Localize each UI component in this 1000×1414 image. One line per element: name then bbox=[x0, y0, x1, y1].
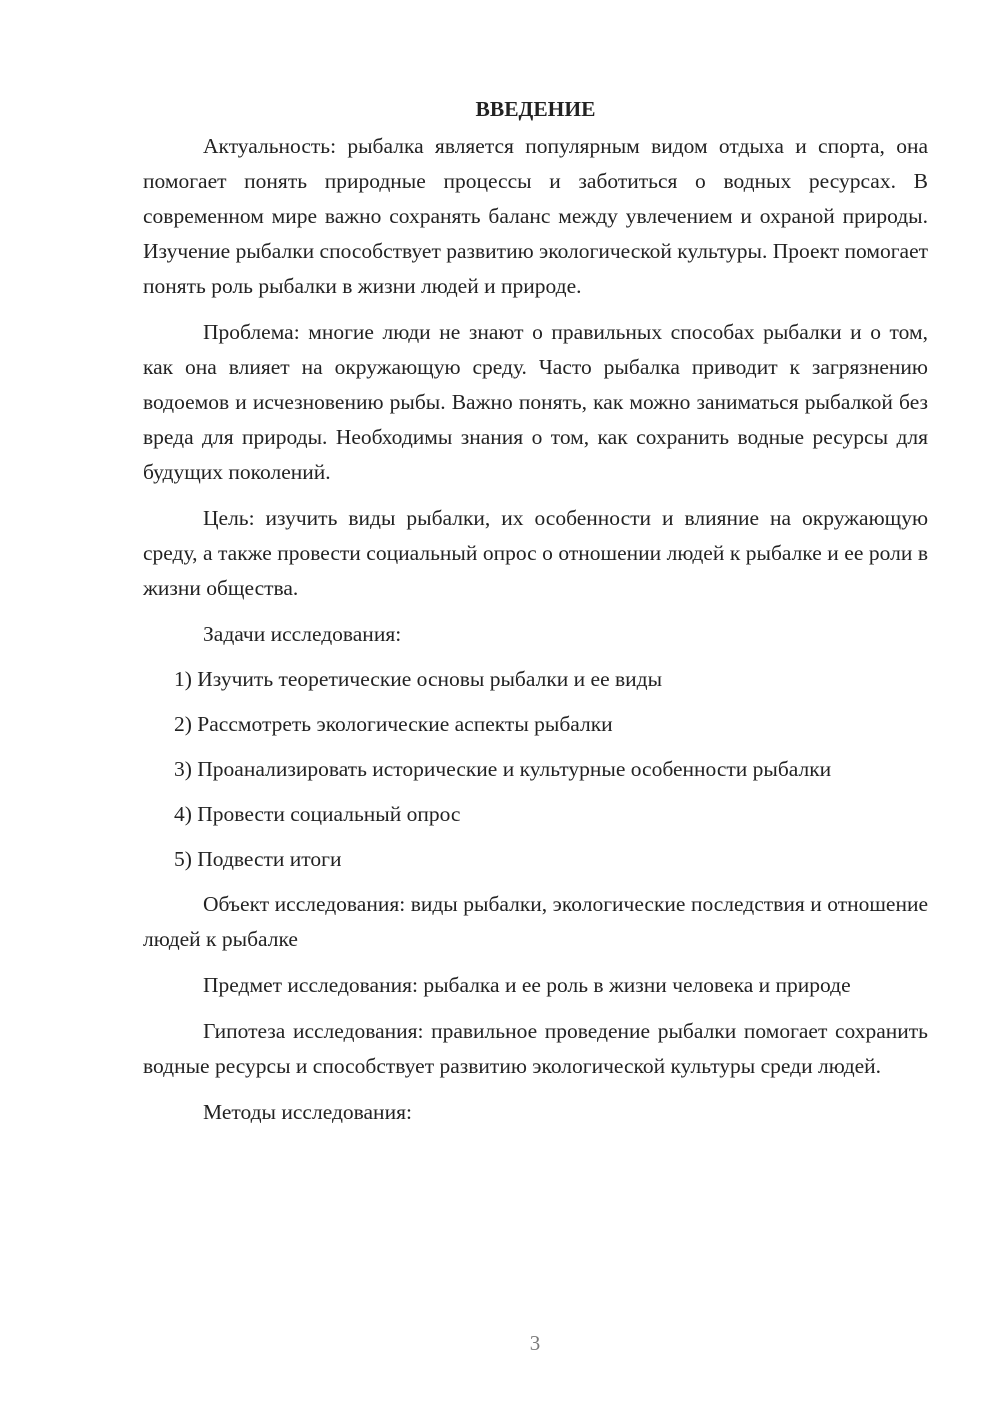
goal-paragraph: Цель: изучить виды рыбалки, их особенности и влияние на окружающую среду, а также провести социальный опрос о отношении людей к рыбалке и ее роли в жизни общества. bbox=[143, 506, 928, 600]
task-item: 5) Подвести итоги bbox=[174, 847, 342, 871]
tasks-title: Задачи исследования: bbox=[203, 622, 402, 646]
tasks-list bbox=[143, 662, 928, 877]
problem-paragraph: Проблема: многие люди не знают о правильных способах рыбалки и о том, как она влияет на окружающую среду. Часто рыбалка приводит к загрязнению водоемов и исчезновению рыбы. Важно понять, как можно заниматься рыбалкой без вреда для природы. Необходимы знания о том, как сохранить водные ресурсы для будущих поколений. bbox=[143, 320, 928, 484]
task-item: 4) Провести социальный опрос bbox=[174, 802, 461, 826]
relevance-paragraph: Актуальность: рыбалка является популярным видом отдыха и спорта, она помогает понять природные процессы и заботиться о водных ресурсах. В современном мире важно сохранять баланс между увлечением и охраной природы. Изучение рыбалки способствует развитию экологической культуры. Проект помогает понять роль рыбалки в жизни людей и природе. bbox=[143, 134, 929, 298]
page-number: 3 bbox=[529, 1331, 541, 1355]
task-item: 3) Проанализировать исторические и культурные особенности рыбалки bbox=[174, 757, 832, 781]
section-heading: ВВЕДЕНИЕ bbox=[475, 97, 596, 121]
task-item: 2) Рассмотреть экологические аспекты рыбалки bbox=[174, 712, 613, 736]
subject-paragraph: Предмет исследования: рыбалка и ее роль в жизни человека и природе bbox=[203, 973, 851, 997]
object-paragraph: Объект исследования: виды рыбалки, экологические последствия и отношение людей к рыбалке bbox=[143, 892, 928, 951]
methods-title: Методы исследования: bbox=[203, 1100, 412, 1124]
hypothesis-paragraph: Гипотеза исследования: правильное проведение рыбалки помогает сохранить водные ресурсы и способствует развитию экологической культуры среди людей. bbox=[143, 1019, 928, 1078]
task-item: 1) Изучить теоретические основы рыбалки и ее виды bbox=[174, 667, 663, 691]
page-content bbox=[143, 92, 928, 1141]
